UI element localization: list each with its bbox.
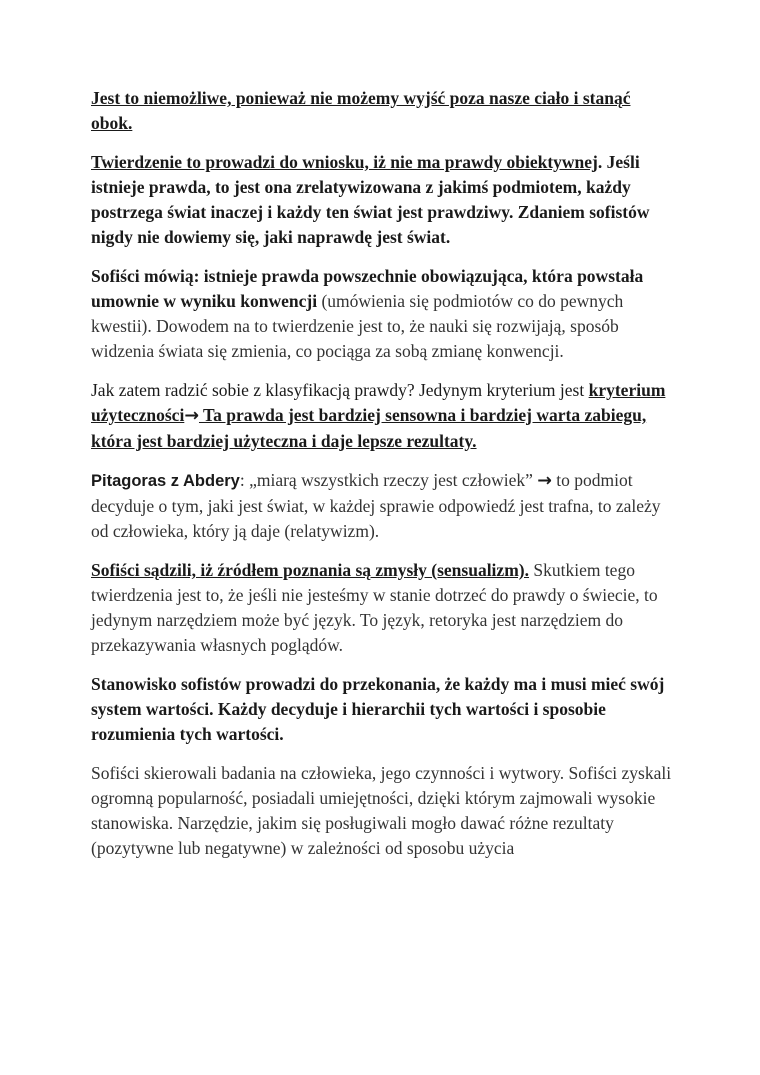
document-body — [91, 86, 676, 875]
paragraph-4 — [91, 378, 676, 454]
p5-rest: to podmiot decyduje o tym, jaki jest świat, w każdej sprawie odpowiedź jest trafna, to zależy od człowieka, który ją daje (relatywizm). — [91, 470, 661, 541]
p1-text: Jest to niemożliwe, ponieważ nie możemy wyjść poza nasze ciało i stanąć obok. — [91, 88, 631, 133]
p3-bold: Sofiści mówią: istnieje prawda powszechnie obowiązująca, która powstała umownie w wyniku konwencji — [91, 266, 644, 311]
p4-plain: Jak zatem radzić sobie z klasyfikacją prawdy? Jedynym kryterium jest — [91, 380, 589, 400]
paragraph-5 — [91, 468, 676, 544]
p2-bold-underlined: Twierdzenie to prowadzi do wniosku, iż nie ma prawdy obiektywnej — [91, 152, 598, 172]
p4-bold-underlined-2: Ta prawda jest bardziej sensowna i bardziej warta zabiegu, która jest bardziej użyteczna i daje lepsze rezultaty. — [91, 405, 647, 451]
right-arrow-icon: → — [537, 471, 552, 491]
p5-quote: : „miarą wszystkich rzeczy jest człowiek” — [239, 470, 533, 490]
p2-rest: . Jeśli istnieje prawda, to jest ona zrelatywizowana z jakimś podmiotem, każdy postrzega świat inaczej i każdy ten świat jest prawdziwy. Zdaniem sofistów nigdy nie dowiemy się, jaki naprawdę jest świat. — [91, 152, 650, 247]
p6-bold-underlined: Sofiści sądzili, iż źródłem poznania są zmysły (sensualizm). — [91, 560, 529, 580]
p5-bold: Pitagoras z Abdery — [91, 472, 240, 490]
paragraph-1 — [91, 86, 676, 136]
right-arrow-icon: → — [184, 406, 199, 426]
paragraph-3 — [91, 264, 676, 364]
paragraph-6 — [91, 558, 676, 658]
p8-text: Sofiści skierowali badania na człowieka, jego czynności i wytwory. Sofiści zyskali ogromną popularność, posiadali umiejętności, dzięki którym zajmowali wysokie stanowiska. Narzędzie, jakim się posługiwali mogło dawać różne rezultaty (pozytywne lub negatywne) w zależności od sposobu użycia — [91, 763, 672, 858]
p7-bold: Stanowisko sofistów prowadzi do przekonania, że każdy ma i musi mieć swój system wartości. Każdy decyduje i hierarchii tych wartości i sposobie rozumienia tych wartości. — [91, 674, 665, 744]
p3-rest: (umówienia się podmiotów co do pewnych kwestii). Dowodem na to twierdzenie jest to, że nauki się rozwijają, sposób widzenia świata się zmienia, co pociąga za sobą zmianę konwencji. — [91, 291, 624, 361]
paragraph-7 — [91, 672, 676, 747]
p4-bold-underlined: kryterium użyteczności — [91, 380, 666, 425]
p6-rest: Skutkiem tego twierdzenia jest to, że jeśli nie jesteśmy w stanie dotrzeć do prawdy o świecie, to jedynym narzędziem może być język. To język, retoryka jest narzędziem do przekazywania własnych poglądów. — [91, 560, 658, 655]
paragraph-2 — [91, 150, 676, 250]
paragraph-8 — [91, 761, 676, 861]
